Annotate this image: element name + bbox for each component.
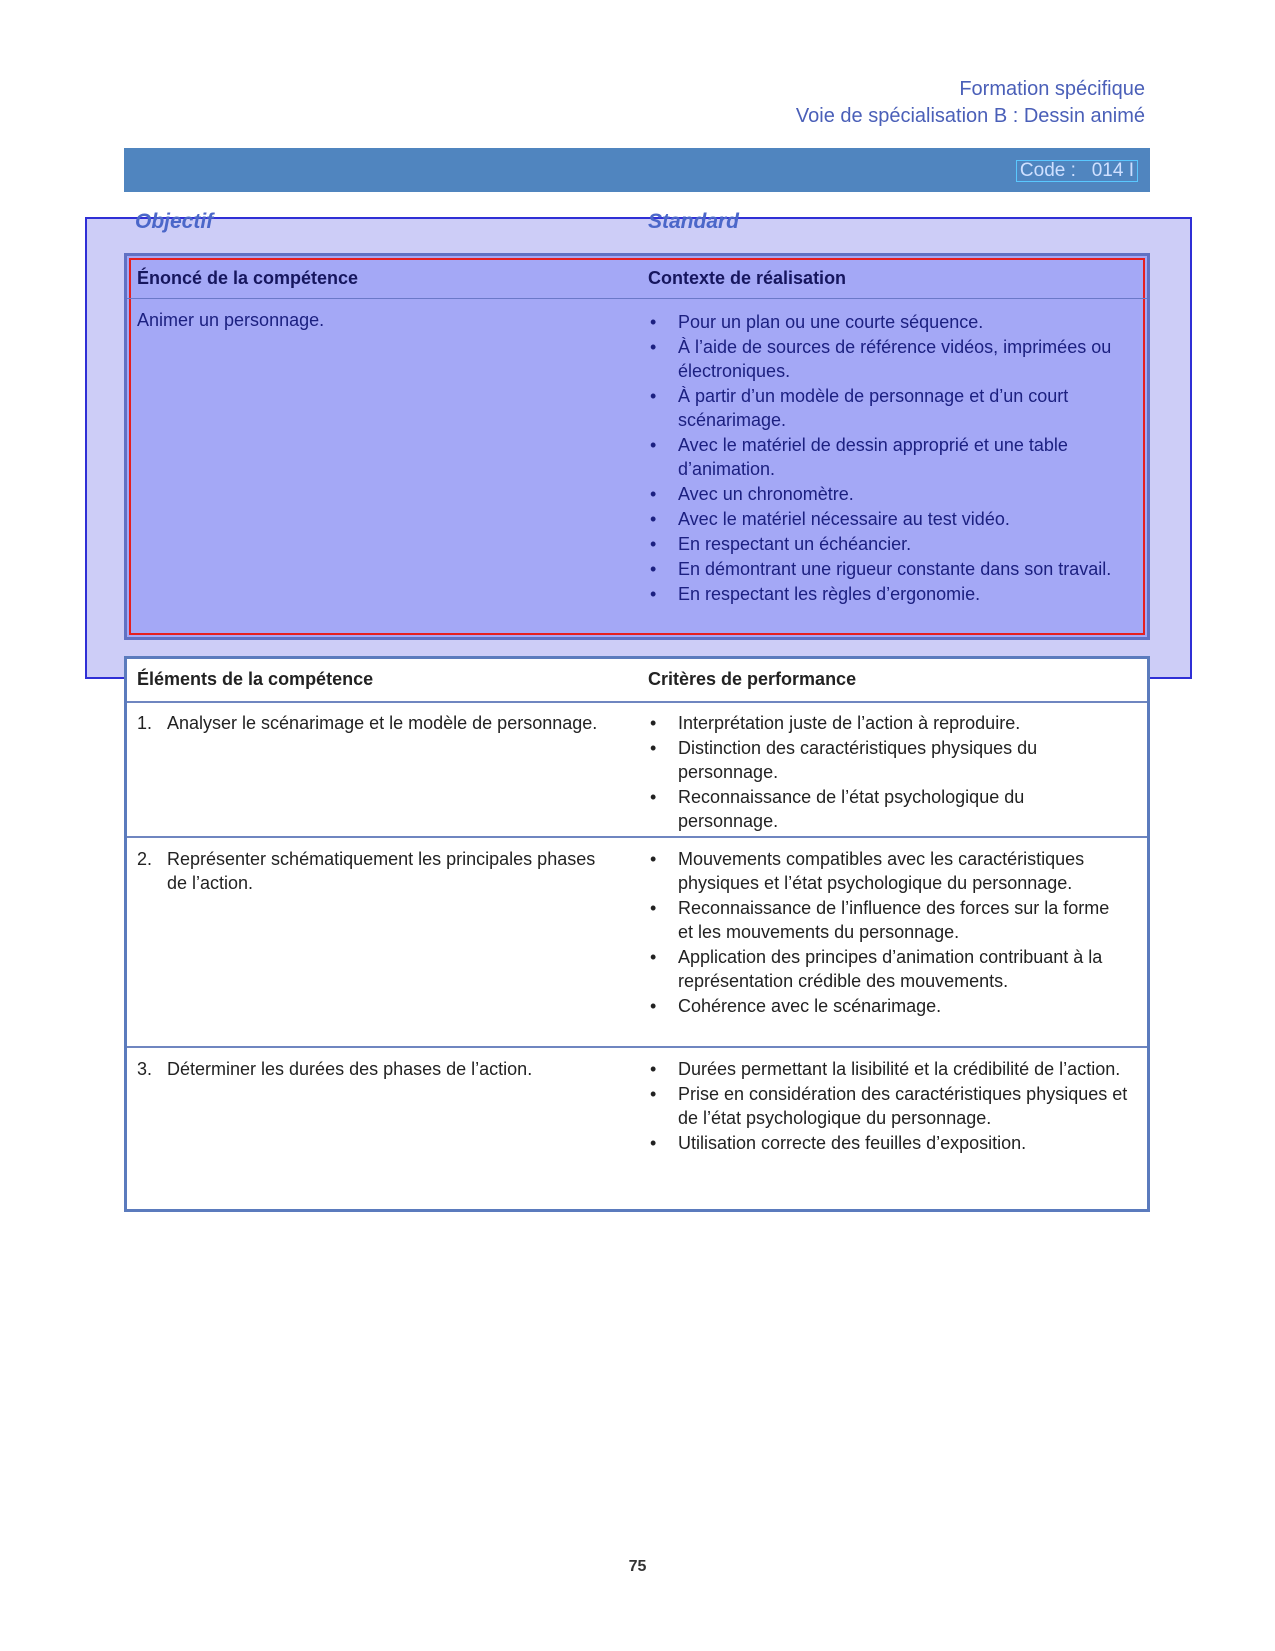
header-voie: Voie de spécialisation B : Dessin animé [795, 105, 1145, 127]
enonce-text: Animer un personnage. [137, 310, 325, 330]
list-item: • Durées permettant la lisibilité et la crédibilité de l’action. [648, 1057, 1128, 1081]
header-elements: Éléments de la compétence [137, 669, 374, 689]
page-header [796, 76, 1145, 130]
list-item: • Utilisation correcte des feuilles d’exposition. [648, 1131, 1128, 1155]
header-criteres: Critères de performance [648, 669, 857, 689]
list-item: • Cohérence avec le scénarimage. [648, 994, 1128, 1018]
list-item: • En démontrant une rigueur constante dans son travail. [648, 557, 1128, 581]
list-item: • Prise en considération des caractéristiques physiques et de l’état psychologique du personnage. [648, 1082, 1128, 1130]
list-item: • Interprétation juste de l’action à reproduire. [648, 711, 1128, 735]
list-item: • Distinction des caractéristiques physiques du personnage. [648, 736, 1128, 784]
element-text: Analyser le scénarimage et le modèle de personnage. [167, 713, 598, 733]
element-number: 3. [137, 1059, 153, 1079]
list-item: • Avec un chronomètre. [648, 482, 1128, 506]
element-1 [137, 711, 617, 735]
element-text: Représenter schématiquement les principales phases de l’action. [167, 849, 596, 893]
elements-table [124, 656, 1150, 1212]
row-divider [127, 836, 1147, 838]
header-enonce: Énoncé de la compétence [137, 268, 359, 288]
header-divider [127, 298, 1147, 299]
header-divider [127, 701, 1147, 703]
page-number: 75 [628, 1558, 647, 1575]
list-item: • Avec le matériel de dessin approprié et une table d’animation. [648, 433, 1128, 481]
criteria-list-2 [648, 847, 1128, 1019]
list-item: • Mouvements compatibles avec les caractéristiques physiques et l’état psychologique du personnage. [648, 847, 1128, 895]
list-item: • En respectant les règles d’ergonomie. [648, 582, 1128, 606]
header-contexte: Contexte de réalisation [648, 268, 847, 288]
contexte-list [648, 310, 1128, 607]
row-divider [127, 1046, 1147, 1048]
code-bar [124, 148, 1150, 192]
list-item: • Reconnaissance de l’influence des forces sur la forme et les mouvements du personnage. [648, 896, 1128, 944]
criteria-list-1 [648, 711, 1128, 834]
list-item: • Application des principes d’animation contribuant à la représentation crédible des mouvements. [648, 945, 1128, 993]
header-formation: Formation spécifique [959, 78, 1145, 100]
element-number: 1. [137, 713, 153, 733]
list-item: • Avec le matériel nécessaire au test vidéo. [648, 507, 1128, 531]
list-item: • Pour un plan ou une courte séquence. [648, 310, 1128, 334]
list-item: • En respectant un échéancier. [648, 532, 1128, 556]
competence-table [124, 253, 1150, 640]
list-item: • Reconnaissance de l’état psychologique du personnage. [648, 785, 1128, 833]
element-3 [137, 1057, 617, 1081]
list-item: • À l’aide de sources de référence vidéos, imprimées ou électroniques. [648, 335, 1128, 383]
element-2 [137, 847, 617, 895]
standard-label: Standard [648, 210, 740, 233]
criteria-list-3 [648, 1057, 1128, 1156]
element-text: Déterminer les durées des phases de l’action. [167, 1059, 533, 1079]
element-number: 2. [137, 849, 153, 869]
code-label: Code : 014 I [1016, 160, 1138, 182]
objectif-label: Objectif [135, 210, 214, 233]
list-item: • À partir d’un modèle de personnage et d’un court scénarimage. [648, 384, 1128, 432]
